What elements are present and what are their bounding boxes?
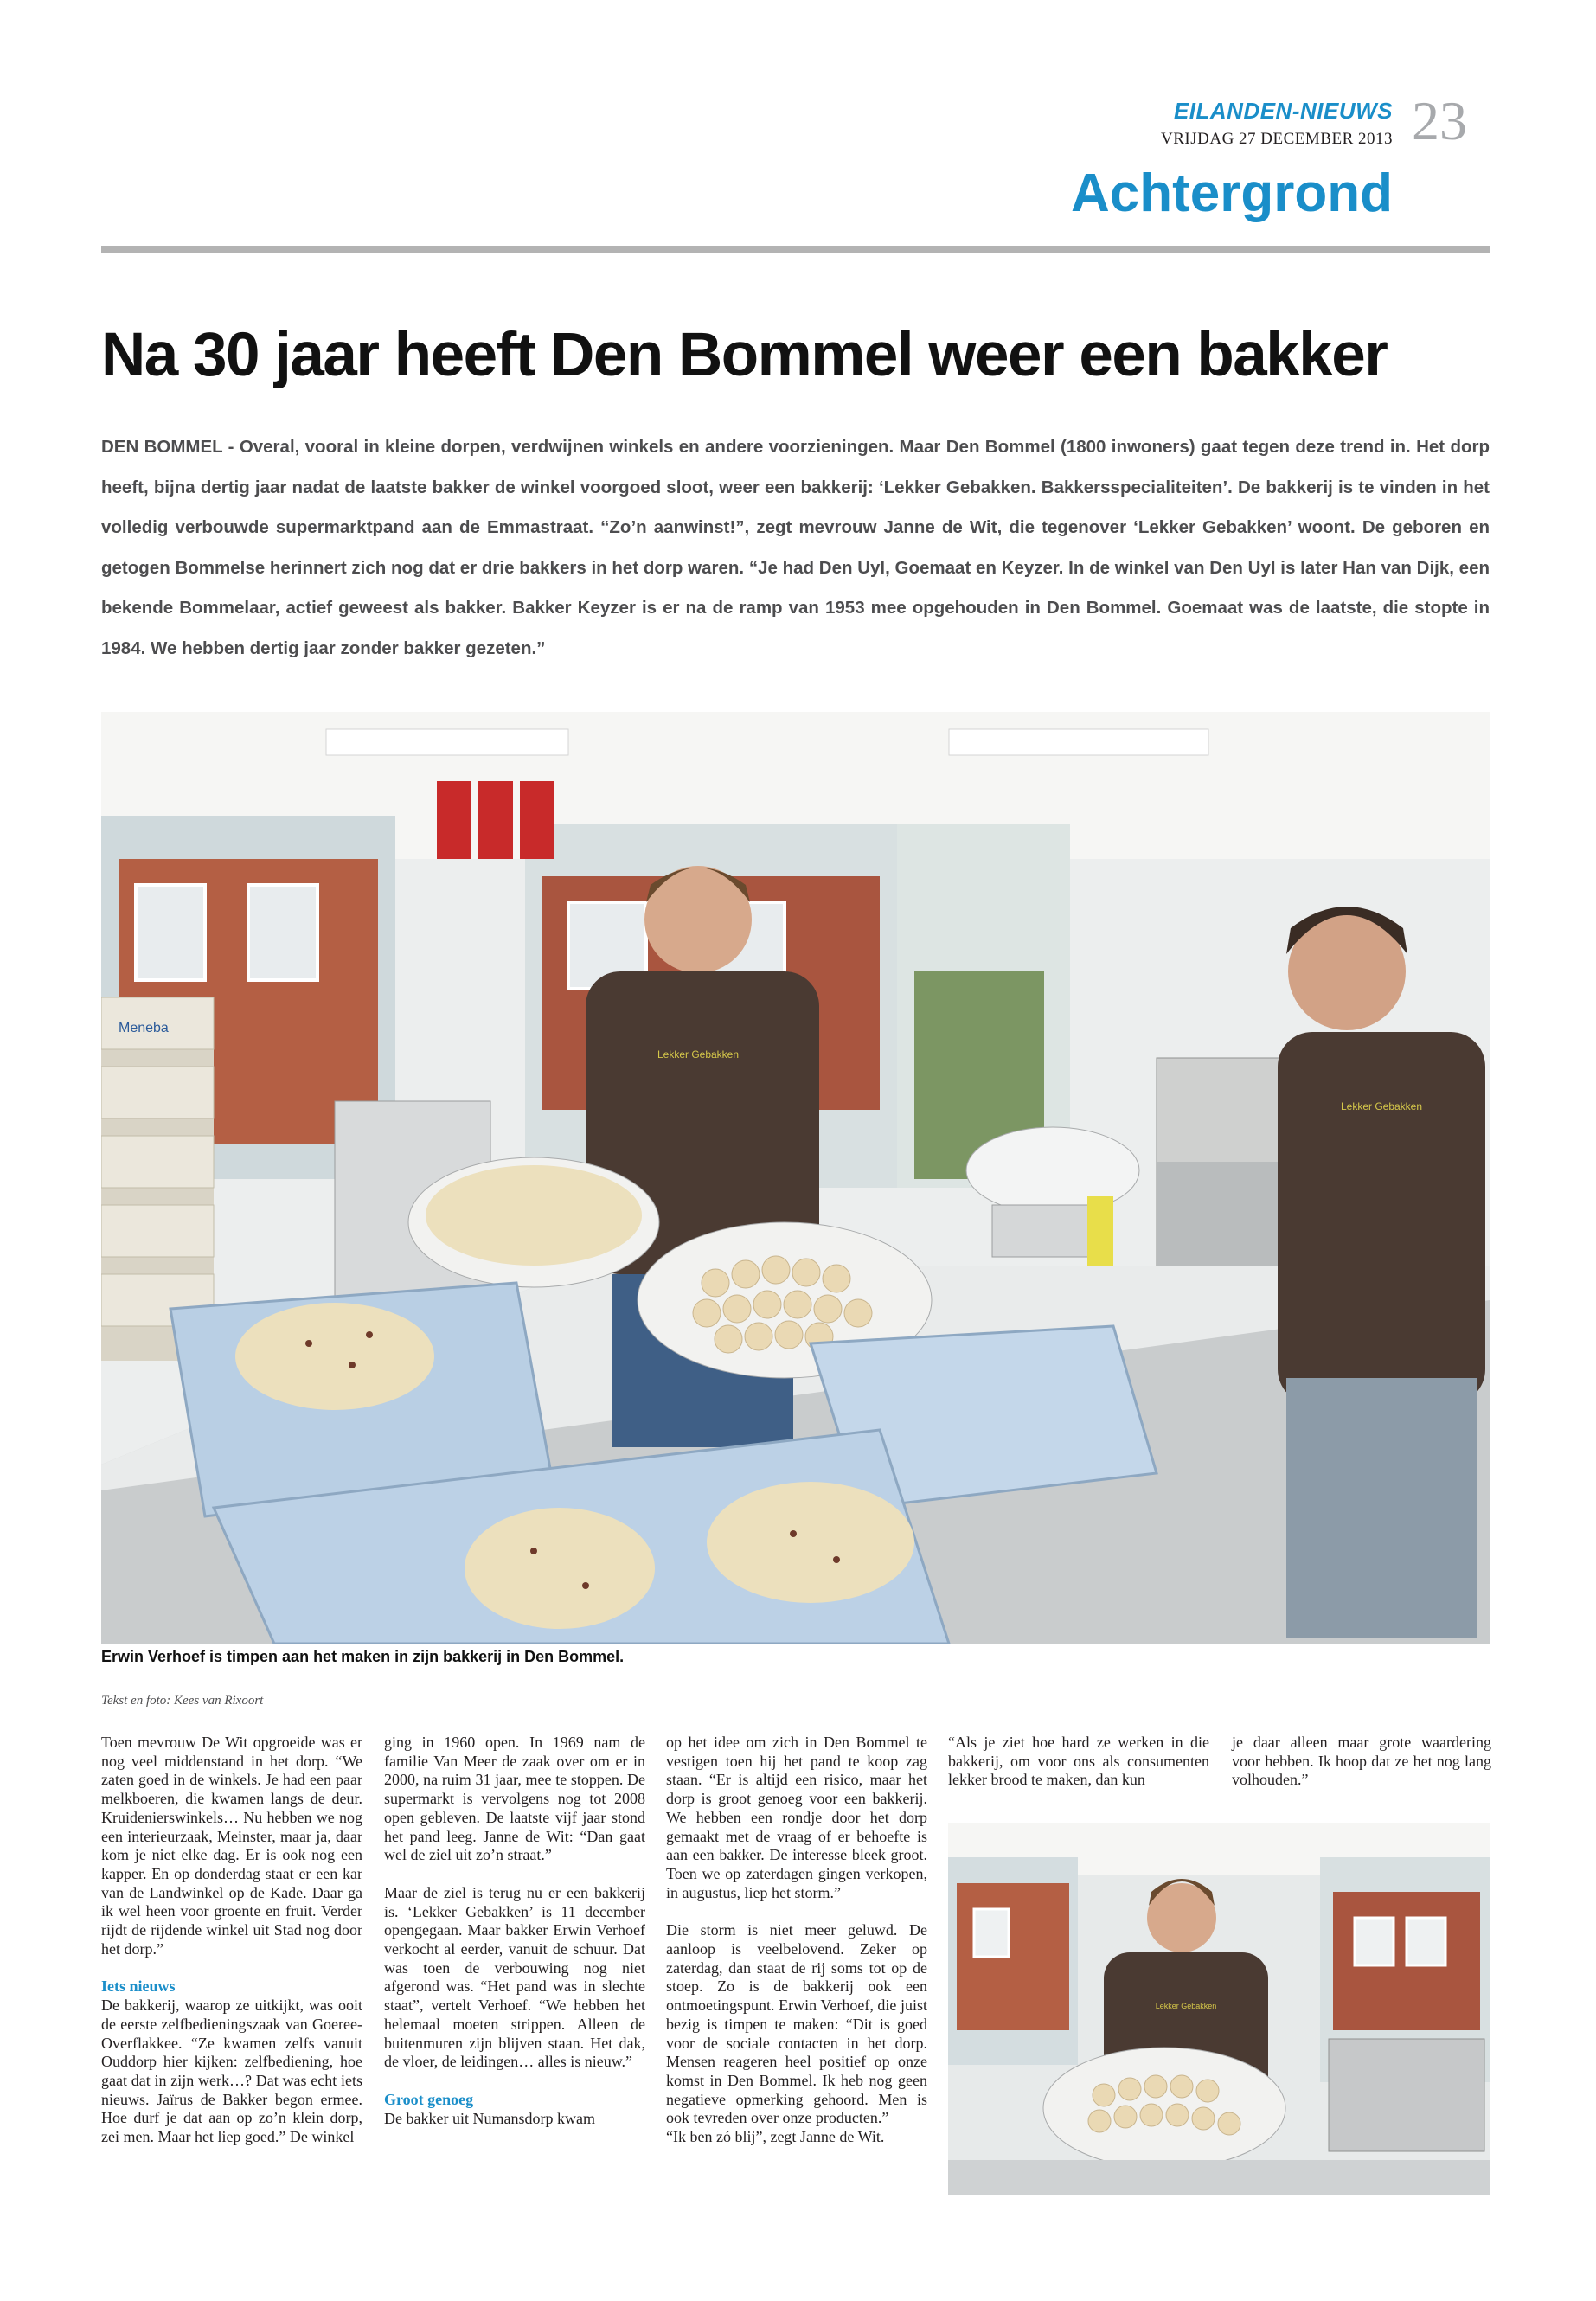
paragraph: Die storm is niet meer geluwd. De aanloop is veelbelovend. Zeker op zaterdag, dan staat de rij soms tot op de stoep. Zo is de bakkerij ook een ontmoetingspunt. Erwin Verhoef, die juist bezig is timpen te maken: “Dit is goed voor de sociale contacten in het dorp. Mensen reageren heel positief op onze komst in Den Bommel. Ik heb nog geen negatieve opmerking gehoord. Men is ook tevreden over onze producten.”: [666, 1921, 927, 2127]
main-photo: [101, 712, 1490, 1644]
header-rule: [101, 246, 1490, 253]
photo-credit: Tekst en foto: Kees van Rixoort: [101, 1694, 264, 1708]
column-1: [101, 1734, 362, 2147]
page-number: 23: [1412, 90, 1467, 151]
secondary-photo: [948, 1823, 1490, 2195]
subheading: Groot genoeg: [384, 2090, 474, 2108]
shirt-logo-small: Lekker Gebakken: [1155, 2002, 1217, 2010]
sack-label: Meneba: [119, 1021, 169, 1035]
column-2: [384, 1734, 645, 2128]
issue-date: VRIJDAG 27 DECEMBER 2013: [1161, 130, 1393, 148]
paragraph: De bakker uit Numansdorp kwam: [384, 2109, 595, 2127]
column-4: [948, 1734, 1209, 1790]
shirt-logo-right: Lekker Gebakken: [1340, 1100, 1423, 1112]
paragraph: De bakkerij, waarop ze uitkijkt, was ooit de eerste zelfbedieningszaak van Goeree-Overflakkee. “Ze kwamen zelfs vanuit Ouddorp hier kijken: zelfbediening, hoe gaat dat in zijn werk…? Dat was echt iets nieuws. Jaïrus de Bakker begon ermee. Hoe durf je dat aan op zo’n klein dorp, zei men. Maar het liep goed.” De winkel: [101, 1997, 362, 2146]
column-3: [666, 1734, 927, 2147]
paragraph: “Ik ben zó blij”, zegt Janne de Wit.: [666, 2128, 885, 2146]
section-title: Achtergrond: [1071, 163, 1393, 223]
paragraph: Toen mevrouw De Wit opgroeide was er nog veel middenstand in het dorp. “We zaten goed in de winkels. Je had een paar melkboeren, die kwamen langs de deur. Kruidenierswinkels… Nu hebben we nog een interieurzaak, Meinster, maar ja, daar kom je niet elke dag. Er is ook nog een kapper. En op donderdag staat er een kar van de Landwinkel op de Kade. Daar ga ik wel heen voor groente en fruit. Verder rijdt de rijdende winkel uit Stad nog door het dorp.”: [101, 1734, 362, 1958]
subheading: Iets nieuws: [101, 1977, 176, 1996]
shirt-logo-left: Lekker Gebakken: [657, 1048, 740, 1061]
paragraph: op het idee om zich in Den Bommel te vestigen toen hij het pand te koop zag staan. “Er is altijd een risico, maar het dorp is groot genoeg voor een bakkerij. We hebben een rondje door het dorp gemaakt met de vraag of er behoefte is aan een bakker. De interesse bleek groot. Toen we op zaterdagen gingen verkopen, in augustus, liep het storm.”: [666, 1734, 927, 1901]
photo-caption: Erwin Verhoef is timpen aan het maken in zijn bakkerij in Den Bommel.: [101, 1648, 625, 1665]
article-headline: Na 30 jaar heeft Den Bommel weer een bakker: [101, 321, 1388, 389]
paragraph: “Als je ziet hoe hard ze werken in die bakkerij, om voor ons als consumenten lekker brood te maken, dan kun: [948, 1734, 1209, 1789]
paragraph: ging in 1960 open. In 1969 nam de familie Van Meer de zaak over om er in 2000, na ruim 31 jaar, mee te stoppen. De supermarkt is vervolgens nog tot 2008 open gebleven. De laatste vijf jaar stond het pand leeg. Janne de Wit: “Dan gaat wel de ziel uit zo’n straat.”: [384, 1734, 645, 1864]
column-5: [1232, 1734, 1491, 1790]
masthead-logo: EILANDEN-NIEUWS: [1173, 98, 1393, 124]
paragraph: Maar de ziel is terug nu er een bakkerij is. ‘Lekker Gebakken’ is 11 december opengegaan. Maar bakker Erwin Verhoef verkocht al eerder, vanuit de schuur. Dat was toen de verbouwing nog niet afgerond was. “Het pand was in slechte staat”, vertelt Verhoef. “We hebben het helemaal moeten strippen. Alleen de buitenmuren zijn blijven staan. Het dak, de vloer, de leidingen… alles is nieuw.”: [384, 1883, 645, 2071]
paragraph: je daar alleen maar grote waardering voor hebben. Ik hoop dat ze het nog lang volhouden.”: [1232, 1734, 1491, 1789]
article-lead: DEN BOMMEL - Overal, vooral in kleine dorpen, verdwijnen winkels en andere voorzieningen. Maar Den Bommel (1800 inwoners) gaat tegen deze trend in. Het dorp heeft, bijna dertig jaar nadat de laatste bakker de winkel voorgoed sloot, weer een bakkerij: ‘Lekker Gebakken. Bakkersspecialiteiten’. De bakkerij is te vinden in het volledig verbouwde supermarktpand aan de Emmastraat. “Zo’n aanwinst!”, zegt mevrouw Janne de Wit, die tegenover ‘Lekker Gebakken’ woont. De geboren en getogen Bommelse herinnert zich nog dat er drie bakkers in het dorp waren. “Je had Den Uyl, Goemaat en Keyzer. In de winkel van Den Uyl is later Han van Dijk, een bekende Bommelaar, actief geweest als bakker. Bakker Keyzer is er na de ramp van 1953 mee opgehouden in Den Bommel. Goemaat was de laatste, die stopte in 1984. We hebben dertig jaar zonder bakker gezeten.”: [101, 437, 1490, 658]
